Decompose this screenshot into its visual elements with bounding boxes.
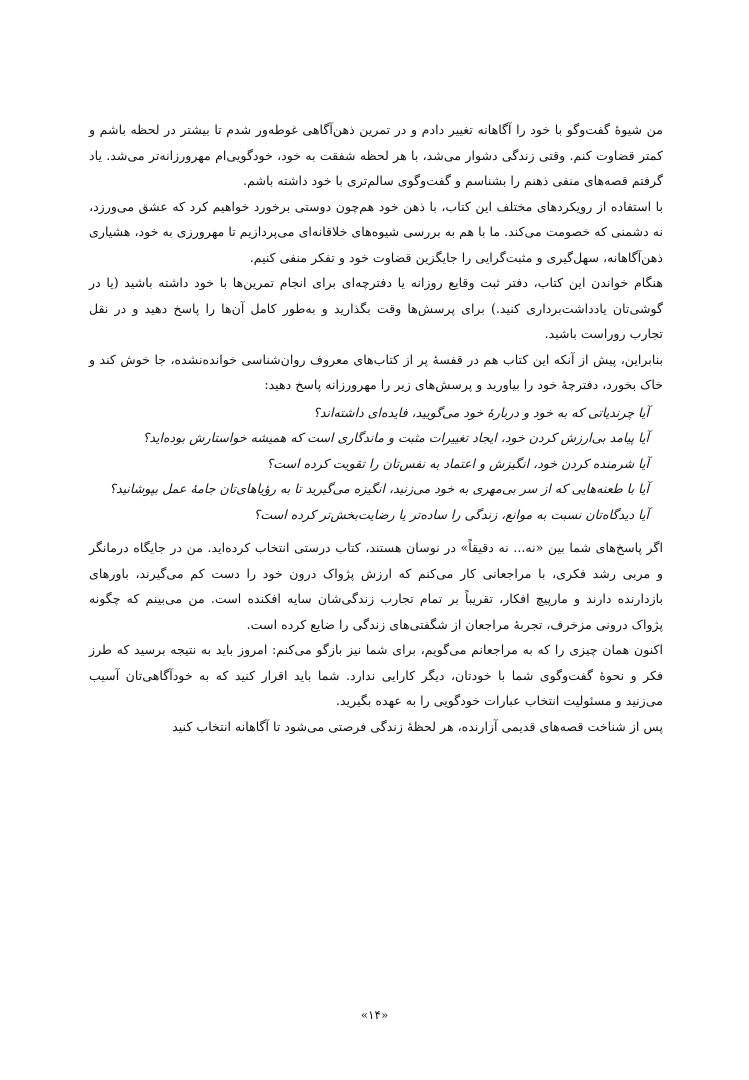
paragraph: هنگام خواندن این کتاب، دفتر ثبت وقایع روزانه یا دفترچه‌ای برای انجام تمرین‌ها با خود داشته باشید (یا در گوشی‌تان یادداشت‌برداری کنید.) برای پرسش‌ها وقت بگذارید و به‌طور کامل آن‌ها را پاسخ دهید و در نقل تجارب روراست باشید. <box>89 275 663 341</box>
question-item: آیا چرندیاتی که به خود و دربارهٔ خود می‌گویید، فایده‌ای داشته‌اند؟ <box>313 404 649 420</box>
page-number: «۱۴» <box>360 1008 389 1022</box>
question-item: آیا پیامد بی‌ارزش کردن خود، ایجاد تغییرات مثبت و ماندگاری است که همیشه خواستارش بوده‌اید؟ <box>142 430 649 445</box>
body-text <box>89 117 663 739</box>
paragraph: با استفاده از رویکردهای مختلف این کتاب، با ذهن خود هم‌چون دوستی برخورد خواهیم کرد که عشق می‌ورزد، نه دشمنی که خصومت می‌کند. ما با هم به بررسی شیوه‌های خلاقانه‌ای می‌پردازیم تا مهرورزی به خود، هشیاری ذهن‌آگاهانه، سهل‌گیری و مثبت‌گرایی را جایگزین قضاوت خود و تفکر منفی کنیم. <box>89 198 663 265</box>
paragraph: من شیوهٔ گفت‌وگو با خود را آگاهانه تغییر دادم و در تمرین ذهن‌آگاهی غوطه‌ور شدم تا بیشتر در لحظه باشم و کمتر قضاوت کنم. وقتی زندگی دشوار می‌شد، با هر لحظه شفقت به خود، خودگویی‌ام مهرورزانه‌تر می‌شد. یاد گرفتم قصه‌های منفی ذهنم را بشناسم و گفت‌وگوی سالم‌تری با خود داشته باشم. <box>89 122 663 188</box>
paragraph: اکنون همان چیزی را که به مراجعانم می‌گویم، برای شما نیز بازگو می‌کنم: امروز باید به نتیجه برسید که طرز فکر و نحوهٔ گفت‌وگوی شما با خودتان، دیگر کارایی ندارد. شما باید اقرار کنید که به خودآگاهی‌تان آسیب می‌زنید و مسئولیت انتخاب عبارات خودگویی را به عهده بگیرید. <box>89 642 663 708</box>
question-item: آیا شرمنده کردن خود، انگیزش و اعتماد به نفس‌تان را تقویت کرده است؟ <box>266 455 649 471</box>
question-item: آیا با طعنه‌هایی که از سر بی‌مهری به خود می‌زنید، انگیزه می‌گیرید تا به رؤیاهای‌تان جامهٔ عمل بپوشانید؟ <box>109 481 649 496</box>
paragraph: بنابراین، پیش از آنکه این کتاب هم در قفسهٔ پر از کتاب‌های معروف روان‌شناسی خوانده‌نشده، جا خوش کند و خاک بخورد، دفترچهٔ خود را بیاورید و پرسش‌های زیر را مهرورزانه پاسخ دهید: <box>89 351 663 392</box>
paragraph: اگر پاسخ‌های شما بین «نه... نه دقیقاً» در نوسان هستند، کتاب درستی انتخاب کرده‌اید. من در جایگاه درمانگر و مربی رشد فکری، با مراجعانی کار می‌کنم که ارزش پژواک درون خود را دست کم می‌گیرند، باورهای بازدارنده دارند و مارپیچ افکار، تقریباً بر تمام تجارب زندگی‌شان سایه افکنده است. من می‌بینم که چگونه پژواک درونی مزخرف، تجربهٔ مراجعان از شگفتی‌های زندگی را ضایع کرده است. <box>89 540 663 632</box>
paragraph: پس از شناخت قصه‌های قدیمی آزارنده، هر لحظهٔ زندگی فرصتی می‌شود تا آگاهانه انتخاب کنید <box>172 718 663 734</box>
question-list <box>89 400 663 528</box>
question-item: آیا دیدگاه‌تان نسبت به موانع، زندگی را ساده‌تر یا رضایت‌بخش‌تر کرده است؟ <box>253 506 649 522</box>
